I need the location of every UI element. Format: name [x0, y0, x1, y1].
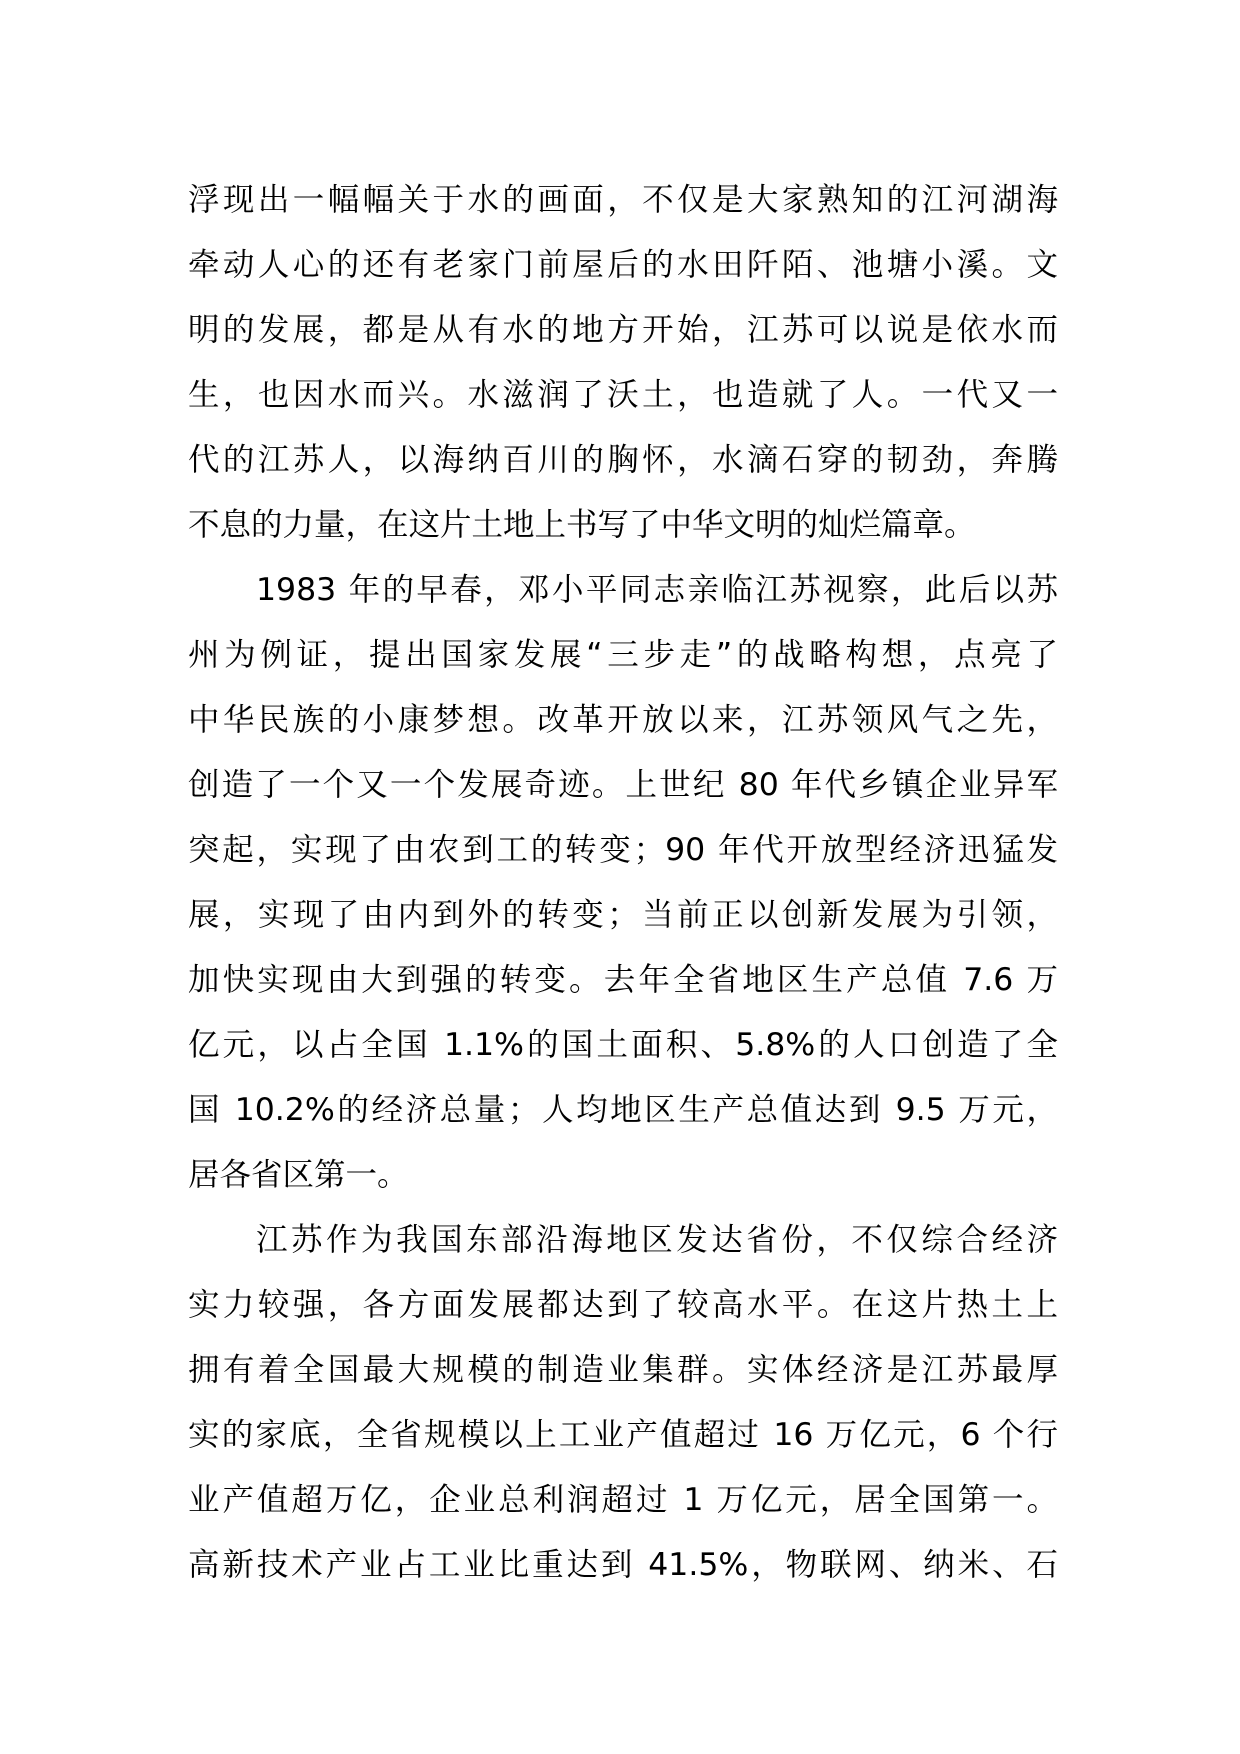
paragraph-2-line: 1983 年的早春，邓小平同志亲临江苏视察，此后以苏	[256, 572, 1058, 608]
paragraph-1-line: 明的发展，都是从有水的地方开始，江苏可以说是依水而	[188, 312, 1058, 348]
paragraph-3-line: 高新技术产业占工业比重达到 41.5%，物联网、纳米、石	[188, 1547, 1058, 1583]
paragraph-1-line: 生，也因水而兴。水滋润了沃土，也造就了人。一代又一	[188, 377, 1058, 413]
paragraph-3-line: 实力较强，各方面发展都达到了较高水平。在这片热土上	[188, 1287, 1058, 1323]
paragraph-2-line: 居各省区第一。	[188, 1157, 409, 1193]
paragraph-2-line: 创造了一个又一个发展奇迹。上世纪 80 年代乡镇企业异军	[188, 767, 1058, 803]
paragraph-3-line: 实的家底，全省规模以上工业产值超过 16 万亿元，6 个行	[188, 1417, 1058, 1453]
paragraph-3-line: 业产值超万亿，企业总利润超过 1 万亿元，居全国第一。	[188, 1482, 1058, 1518]
paragraph-3-line: 江苏作为我国东部沿海地区发达省份，不仅综合经济	[256, 1222, 1058, 1258]
paragraph-2-line: 突起，实现了由农到工的转变；90 年代开放型经济迅猛发	[188, 832, 1058, 868]
body-text	[188, 168, 1058, 1598]
paragraph-3-line: 拥有着全国最大规模的制造业集群。实体经济是江苏最厚	[188, 1352, 1058, 1388]
paragraph-2-line: 加快实现由大到强的转变。去年全省地区生产总值 7.6 万	[188, 962, 1058, 998]
paragraph-2-line: 中华民族的小康梦想。改革开放以来，江苏领风气之先，	[188, 702, 1058, 738]
paragraph-2-line: 展，实现了由内到外的转变；当前正以创新发展为引领，	[188, 897, 1058, 933]
paragraph-1-line: 代的江苏人，以海纳百川的胸怀，水滴石穿的韧劲，奔腾	[188, 442, 1058, 478]
paragraph-1-line: 浮现出一幅幅关于水的画面，不仅是大家熟知的江河湖海	[188, 182, 1058, 218]
paragraph-2-line: 国 10.2%的经济总量；人均地区生产总值达到 9.5 万元，	[188, 1092, 1058, 1128]
paragraph-1-line: 不息的力量，在这片土地上书写了中华文明的灿烂篇章。	[188, 507, 976, 543]
paragraph-2-line: 州为例证，提出国家发展“三步走”的战略构想，点亮了	[188, 637, 1058, 673]
paragraph-1-line: 牵动人心的还有老家门前屋后的水田阡陌、池塘小溪。文	[188, 247, 1058, 283]
paragraph-2-line: 亿元，以占全国 1.1%的国土面积、5.8%的人口创造了全	[188, 1027, 1058, 1063]
